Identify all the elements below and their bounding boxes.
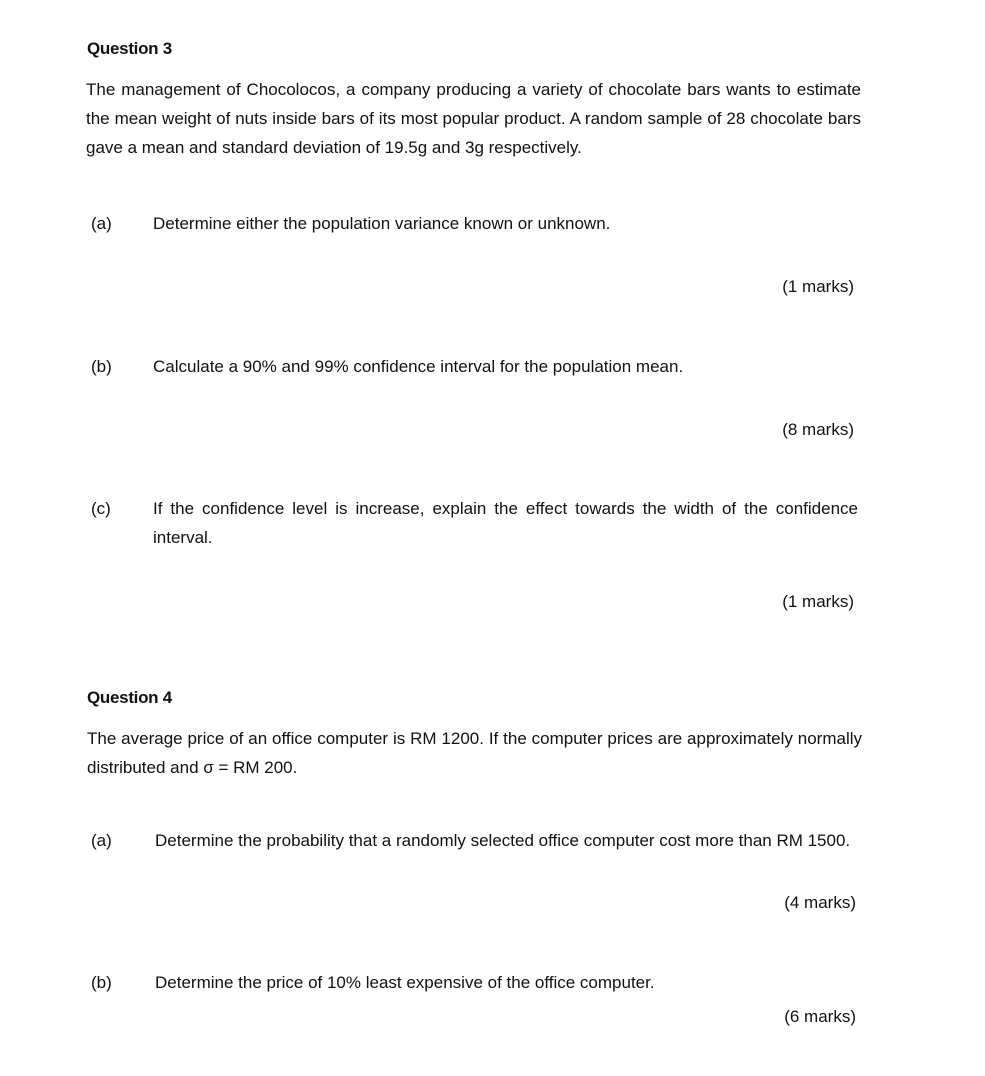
q4-part-b-marks: (6 marks) xyxy=(784,1007,856,1026)
question-3-intro: The management of Chocolocos, a company producing a variety of chocolate bars wants to estimate the mean weight of nuts inside bars of its most popular product. A random sample of 28 chocolate bars gave a mean and standard deviation of 19.5g and 3g respectively. xyxy=(86,80,861,157)
q3-part-b-marks: (8 marks) xyxy=(782,420,854,439)
question-4-intro: The average price of an office computer is RM 1200. If the computer prices are approximately normally distributed and σ = RM 200. xyxy=(87,729,862,777)
q4-part-a-label: (a) xyxy=(91,831,112,850)
q3-part-a-marks: (1 marks) xyxy=(782,277,854,296)
q3-part-b-text: Calculate a 90% and 99% confidence interval for the population mean. xyxy=(153,357,684,376)
q3-part-a-label: (a) xyxy=(91,214,112,233)
question-4-title: Question 4 xyxy=(87,688,172,707)
q3-part-a-text: Determine either the population variance known or unknown. xyxy=(153,214,611,233)
q3-part-c-label: (c) xyxy=(91,499,111,518)
q3-part-b-label: (b) xyxy=(91,357,112,376)
q3-part-c-marks: (1 marks) xyxy=(782,592,854,611)
q4-part-b-text: Determine the price of 10% least expensive of the office computer. xyxy=(155,973,655,992)
q4-part-b-label: (b) xyxy=(91,973,112,992)
q4-part-a-text: Determine the probability that a randomly selected office computer cost more than RM 1500. xyxy=(155,831,851,850)
question-3-title: Question 3 xyxy=(87,39,172,58)
q4-part-a-marks: (4 marks) xyxy=(784,893,856,912)
q3-part-c-text: If the confidence level is increase, explain the effect towards the width of the confidence interval. xyxy=(153,499,858,547)
